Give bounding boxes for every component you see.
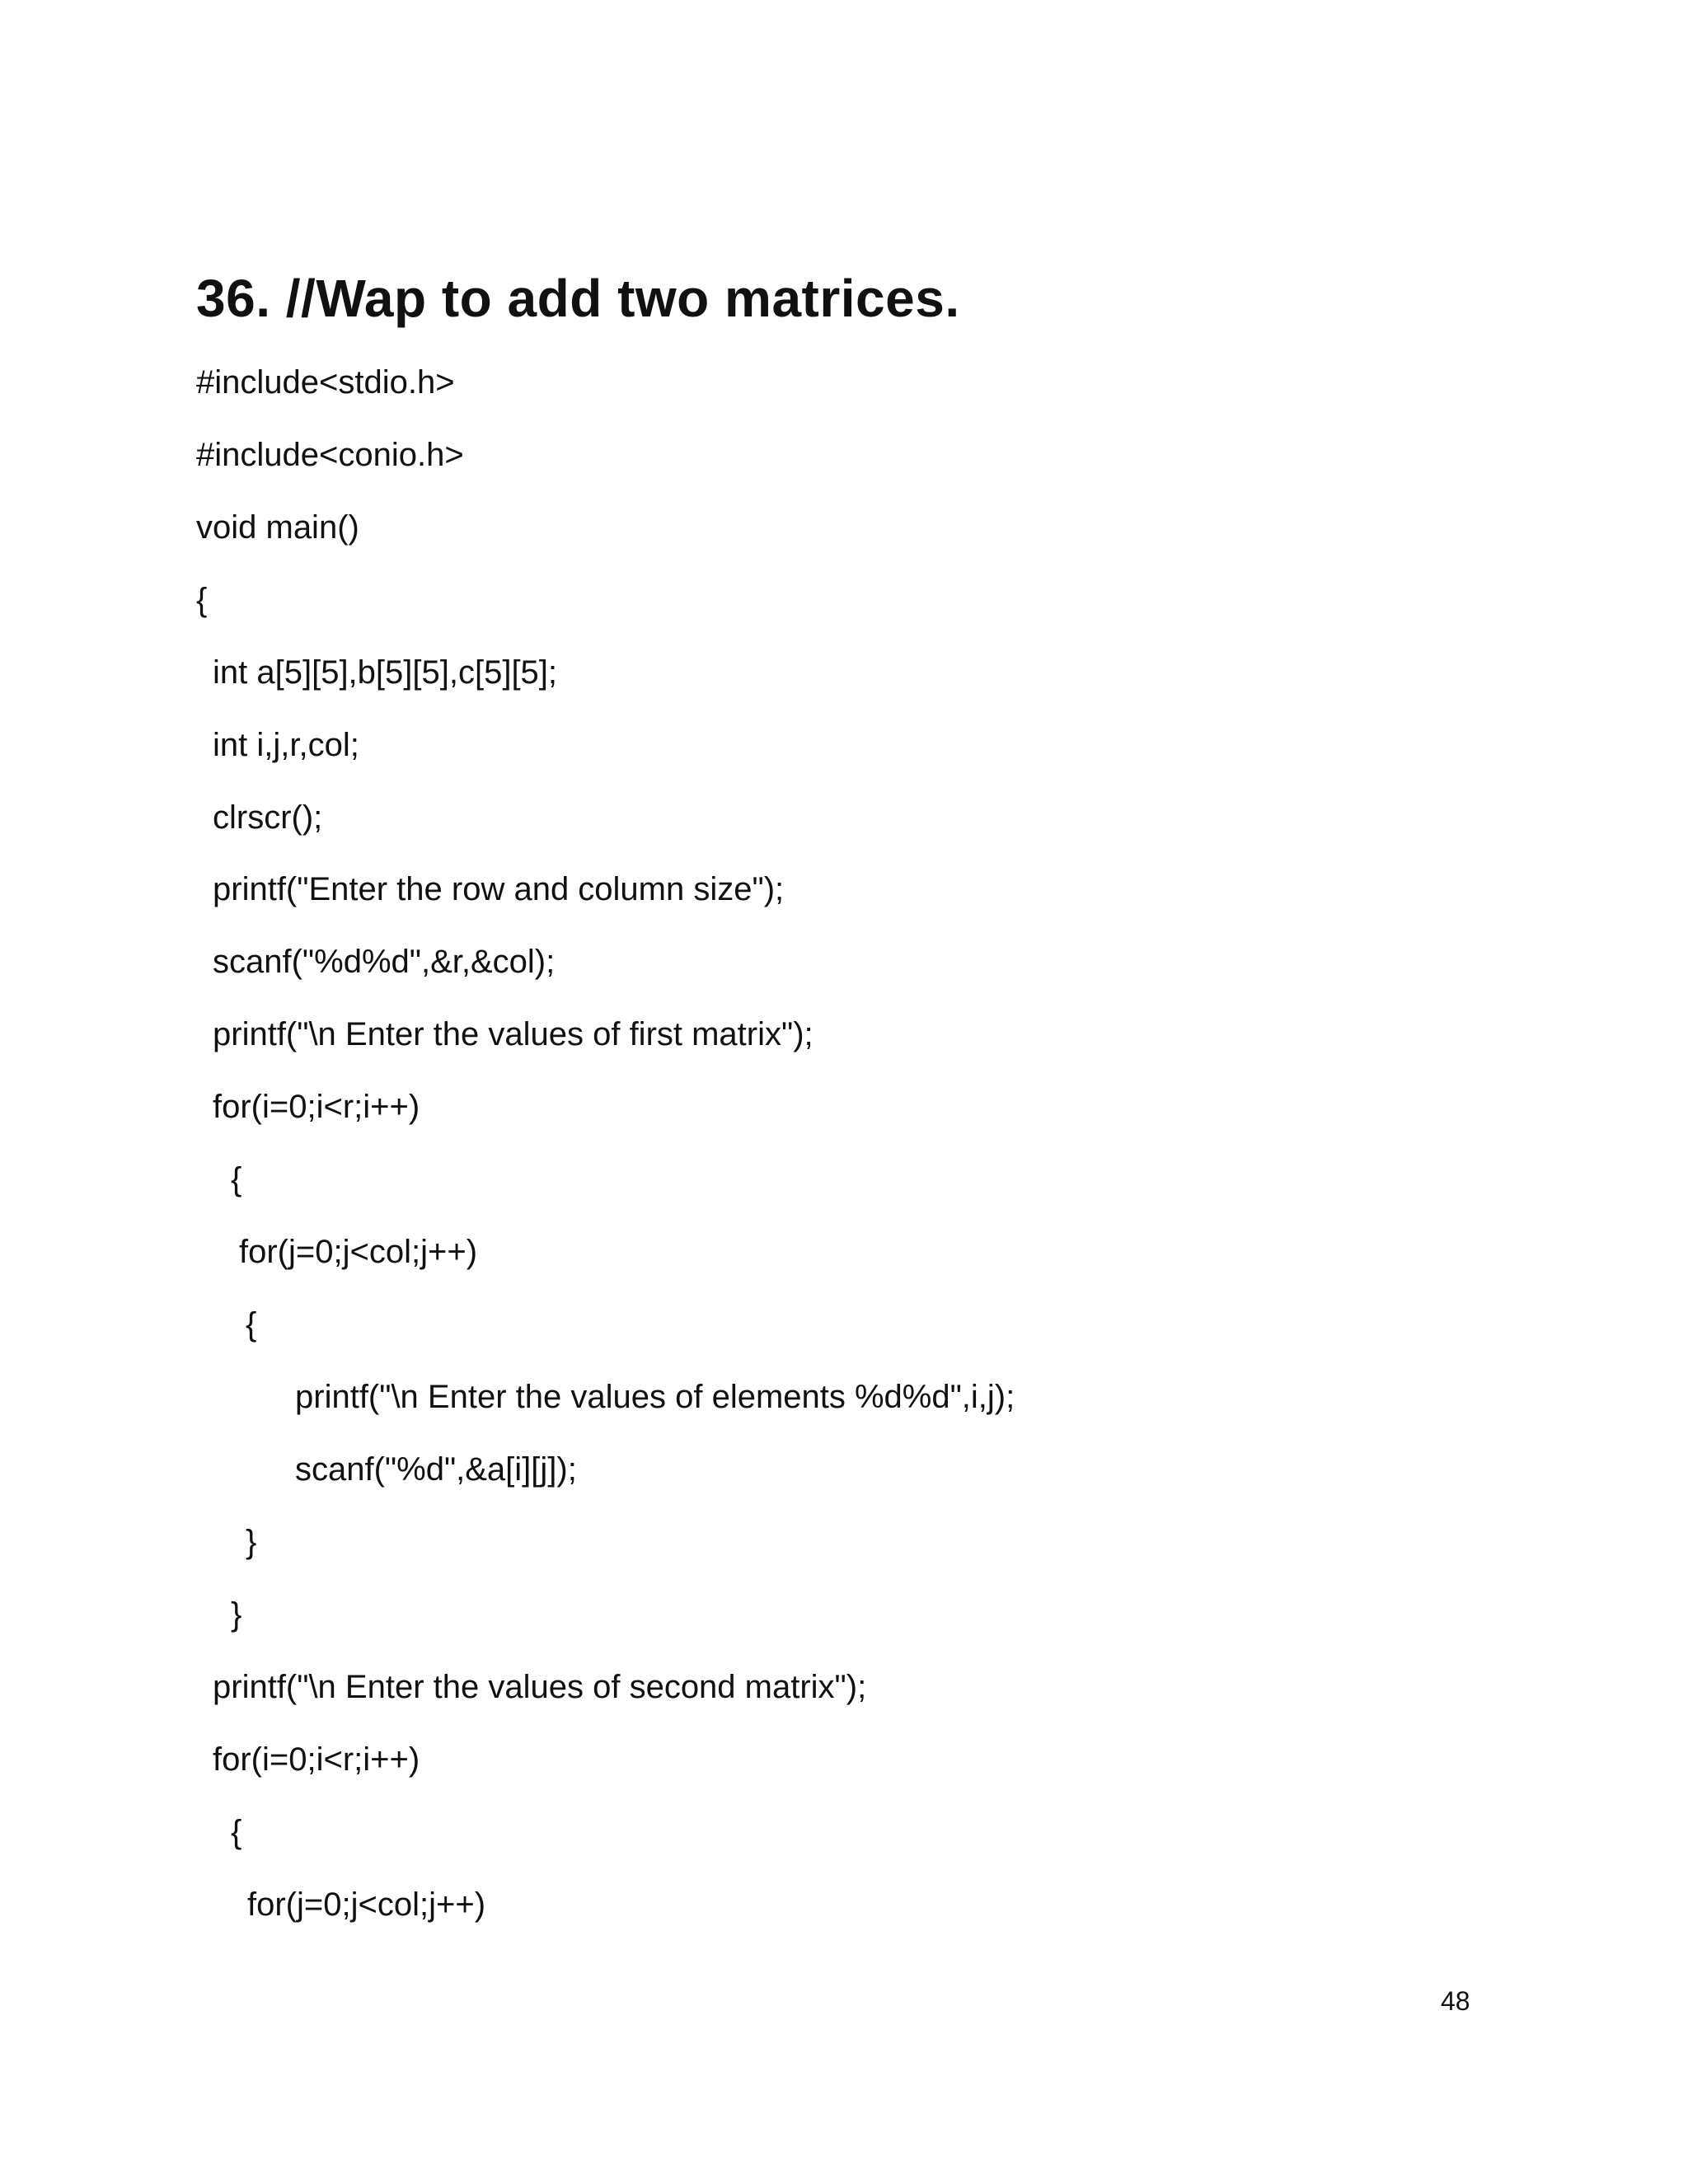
code-line: printf("\n Enter the values of second matrix"); bbox=[213, 1669, 867, 1705]
code-line: } bbox=[246, 1524, 257, 1560]
code-line: printf("\n Enter the values of first matrix"); bbox=[213, 1016, 814, 1052]
code-line: } bbox=[231, 1596, 242, 1633]
code-line: void main() bbox=[196, 509, 359, 546]
code-line: printf("Enter the row and column size"); bbox=[213, 871, 785, 907]
code-line: { bbox=[231, 1161, 242, 1197]
code-line: for(i=0;i<r;i++) bbox=[213, 1089, 420, 1125]
code-line: scanf("%d",&a[i][j]); bbox=[295, 1451, 577, 1488]
code-line: int i,j,r,col; bbox=[213, 727, 359, 763]
code-line: #include<conio.h> bbox=[196, 437, 464, 473]
program-heading: 36. //Wap to add two matrices. bbox=[196, 269, 960, 328]
code-line: { bbox=[231, 1814, 242, 1850]
code-line: for(j=0;j<col;j++) bbox=[247, 1886, 486, 1923]
code-line: { bbox=[196, 582, 208, 618]
code-line: for(i=0;i<r;i++) bbox=[213, 1741, 420, 1778]
code-line: printf("\n Enter the values of elements %d%d",i,j); bbox=[295, 1379, 1015, 1415]
page-number: 48 bbox=[1441, 1986, 1470, 2016]
code-line: #include<stdio.h> bbox=[196, 364, 455, 401]
code-line: clrscr(); bbox=[213, 799, 323, 836]
code-line: int a[5][5],b[5][5],c[5][5]; bbox=[213, 654, 558, 691]
code-line: scanf("%d%d",&r,&col); bbox=[213, 944, 556, 980]
code-line: { bbox=[246, 1306, 257, 1343]
code-line: for(j=0;j<col;j++) bbox=[239, 1234, 478, 1270]
